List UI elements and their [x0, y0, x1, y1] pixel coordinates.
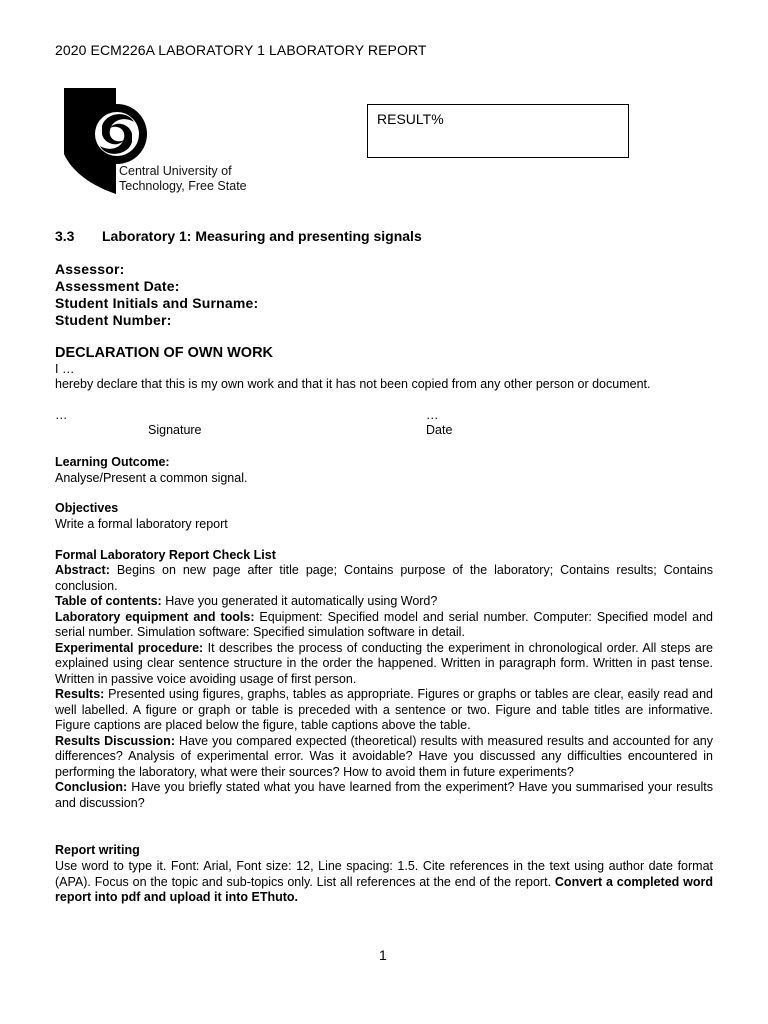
checklist-item	[55, 780, 713, 811]
declaration-i-line: I …	[55, 362, 75, 376]
checklist-text: Equipment: Specified model and serial number. Computer: Specified model and serial number. Simulation software: Specified simulation software in detail.	[55, 609, 713, 639]
report-writing-title: Report writing	[55, 843, 140, 857]
checklist-term: Abstract:	[55, 563, 110, 577]
checklist-text: Begins on new page after title page; Contains purpose of the laboratory; Contains results; Contains conclusion.	[55, 563, 713, 593]
declaration-text: hereby declare that this is my own work and that it has not been copied from any other person or document.	[55, 377, 651, 391]
signature-dots: …	[55, 408, 68, 422]
report-writing-body	[55, 859, 713, 906]
checklist-item	[55, 687, 713, 734]
document-header: 2020 ECM226A LABORATORY 1 LABORATORY REPORT	[55, 42, 427, 58]
student-name-label: Student Initials and Surname:	[55, 295, 259, 311]
objectives-text: Write a formal laboratory report	[55, 517, 228, 531]
result-box	[367, 104, 629, 158]
checklist-item	[55, 563, 713, 594]
learning-outcome-title: Learning Outcome:	[55, 455, 170, 469]
checklist	[55, 563, 713, 811]
logo-line-2: Technology, Free State	[119, 179, 247, 193]
checklist-item	[55, 610, 713, 641]
checklist-item	[55, 734, 713, 781]
objectives-title: Objectives	[55, 501, 119, 515]
checklist-term: Table of contents:	[55, 594, 162, 608]
signature-label: Signature	[148, 423, 202, 437]
checklist-term: Conclusion:	[55, 780, 128, 794]
result-label: RESULT%	[377, 111, 444, 127]
checklist-term: Experimental procedure:	[55, 640, 204, 655]
checklist-text: Presented using figures, graphs, tables as appropriate. Figures or graphs or tables are clear, easily read and well labelled. A figure or graph or table is preceded with a sentence or two. Figure and table titles are informative. Figure captions are placed below the figure, table captions above the table.	[55, 687, 713, 732]
checklist-term: Results Discussion:	[55, 733, 175, 748]
logo-line-1: Central University of	[119, 164, 232, 178]
checklist-item	[55, 641, 713, 688]
declaration-title: DECLARATION OF OWN WORK	[55, 345, 274, 361]
checklist-text: Have you briefly stated what you have learned from the experiment? Have you summarised your results and discussion?	[55, 780, 713, 810]
section-title: Laboratory 1: Measuring and presenting signals	[102, 228, 422, 244]
assessor-label: Assessor:	[55, 261, 125, 277]
page-number: 1	[379, 947, 387, 963]
report-writing-bold-text: Convert a completed word report into pdf and upload it into EThuto.	[55, 874, 713, 904]
checklist-term: Laboratory equipment and tools:	[55, 609, 255, 624]
learning-outcome-text: Analyse/Present a common signal.	[55, 471, 248, 485]
report-writing-text: Use word to type it. Font: Arial, Font size: 12, Line spacing: 1.5. Cite references in the text using author date format (APA). Focus on the topic and sub-topics only. List all references at the end of the report.	[55, 859, 713, 889]
date-label: Date	[426, 423, 453, 437]
checklist-title: Formal Laboratory Report Check List	[55, 548, 276, 562]
section-number: 3.3	[55, 228, 75, 244]
checklist-text: Have you generated it automatically using Word?	[161, 594, 438, 608]
logo-text	[119, 164, 247, 194]
assessment-info	[55, 261, 258, 329]
checklist-text: Have you compared expected (theoretical) results with measured results and accounted for any differences? Analysis of experimental error. Was it avoidable? Have you discussed any difficulties encountered in performing the laboratory, what were their sources? How to avoid them in future experiments?	[55, 733, 713, 779]
date-dots: …	[426, 408, 439, 422]
checklist-text: It describes the process of conducting the experiment in chronological order. All steps are explained using clear sentence structure in the order the happened. Written in paragraph form. Written in past tense. Written in passive voice avoiding usage of first person.	[55, 640, 713, 686]
assessment-date-label: Assessment Date:	[55, 278, 180, 294]
student-number-label: Student Number:	[55, 312, 172, 328]
checklist-term: Results:	[55, 687, 105, 701]
checklist-item	[55, 594, 713, 610]
